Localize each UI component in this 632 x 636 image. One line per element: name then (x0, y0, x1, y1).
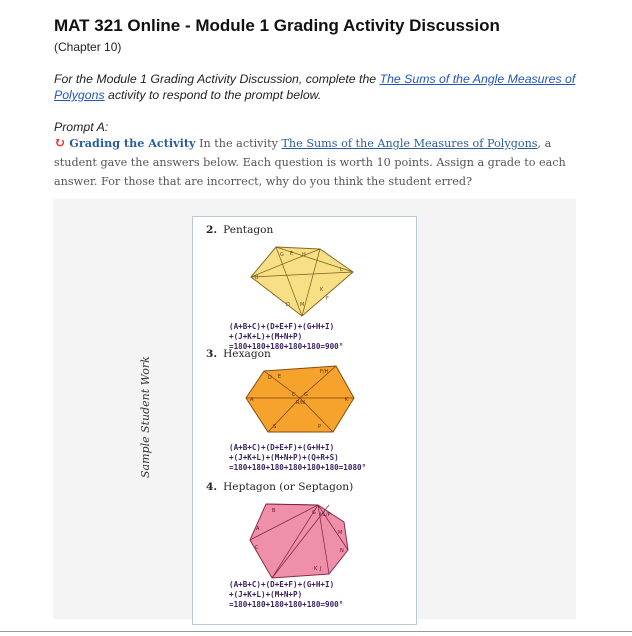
pentagon-equation-1: (A+B+C)+(D+E+F)+(G+H+I) (229, 322, 335, 331)
prompt-text-1: In the activity (195, 137, 282, 150)
heptagon-equation-1: (A+B+C)+(D+E+F)+(G+H+I) (229, 580, 335, 589)
heptagon-equation-3: =180+180+180+180+180=900° (229, 600, 344, 609)
pentagon-equation-3: =180+180+180+180+180=900° (229, 342, 344, 351)
svg-text:C: C (255, 545, 259, 551)
hexagon-equation-1: (A+B+C)+(D+E+F)+(G+H+I) (229, 443, 335, 452)
svg-text:R/N: R/N (296, 400, 305, 406)
svg-text:G: G (312, 510, 316, 516)
prompt-label: Prompt A: (54, 120, 109, 134)
svg-text:I/L/P: I/L/P (320, 512, 331, 518)
prompt-text-3: points. Assign a grade to each answer. For those that are incorrect, why do you think the student erred? (54, 156, 566, 188)
item-name: Pentagon (223, 224, 274, 236)
svg-text:K: K (314, 566, 318, 572)
prompt-text-2: , a student gave the answers below. Each question is worth (54, 137, 552, 169)
item-name: Hexagon (223, 348, 271, 360)
item-name: Heptagon (or Septagon) (223, 481, 354, 493)
intro-text-before: For the Module 1 Grading Activity Discussion, complete the (54, 72, 380, 86)
prompt-heading: Grading the Activity (69, 136, 196, 150)
svg-text:L: L (340, 267, 343, 273)
svg-text:C: C (292, 392, 296, 398)
svg-text:H: H (302, 252, 306, 258)
hexagon-equation-3: =180+180+180+180+180+180=1080° (229, 463, 367, 472)
svg-text:E: E (278, 374, 282, 380)
svg-text:J: J (320, 566, 322, 572)
refresh-icon: ↻ (54, 135, 66, 151)
pentagon-equation-2: +(J+K+L)+(M+N+P) (229, 332, 303, 341)
side-label: Sample Student Work (139, 356, 152, 478)
activity-link[interactable]: The Sums of the Angle Measures of Polygons (54, 72, 576, 102)
item-number: 4. (206, 481, 218, 493)
svg-text:G: G (304, 392, 308, 398)
heptagon-equation-2: +(J+K+L)+(M+N+P) (229, 590, 303, 599)
bottom-divider (0, 631, 632, 632)
intro-text-after: activity to respond to the prompt below. (104, 88, 322, 102)
svg-text:K: K (320, 287, 324, 293)
svg-text:A: A (250, 397, 254, 403)
svg-text:F: F (326, 296, 329, 302)
hexagon-equation-2: +(J+K+L)+(M+N+P)+(Q+R+S) (229, 453, 339, 462)
svg-text:B: B (255, 275, 259, 281)
svg-text:S: S (273, 424, 277, 430)
item-number: 2. (206, 224, 218, 236)
svg-text:M: M (338, 530, 343, 536)
svg-text:K: K (345, 397, 349, 403)
svg-text:P: P (318, 424, 322, 430)
svg-text:E: E (290, 251, 294, 257)
prompt-activity-link[interactable]: The Sums of the Angle Measures of Polygons (281, 137, 538, 150)
svg-text:D: D (286, 302, 290, 308)
svg-text:G: G (280, 252, 284, 258)
item-number: 3. (206, 348, 218, 360)
page-title: MAT 321 Online - Module 1 Grading Activity Discussion (54, 16, 500, 35)
svg-text:N: N (340, 548, 344, 554)
svg-text:D: D (268, 375, 272, 381)
chapter-subtitle: (Chapter 10) (54, 40, 122, 54)
prompt-points: 10 (376, 156, 391, 169)
svg-text:M: M (300, 302, 305, 308)
svg-text:A: A (256, 526, 260, 532)
svg-text:F/H: F/H (320, 369, 329, 375)
svg-text:B: B (272, 508, 276, 514)
